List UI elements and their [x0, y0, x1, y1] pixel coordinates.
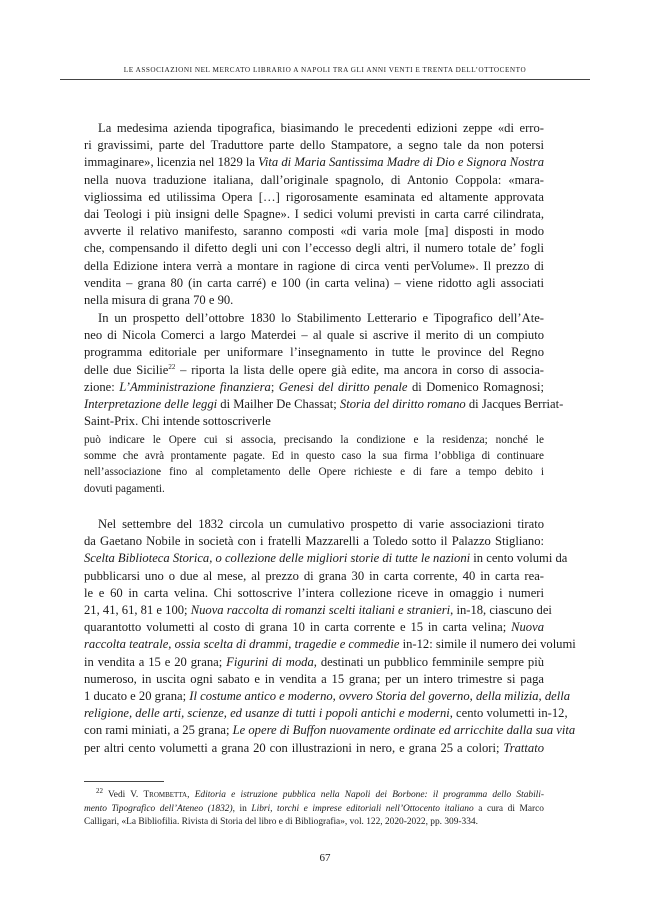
- footnote-ref: 22: [168, 362, 176, 371]
- text-line: [84, 189, 544, 206]
- paragraph-1: [84, 120, 544, 309]
- footnote-rule: [84, 781, 164, 782]
- paragraph-3: [84, 516, 576, 757]
- text-line: [84, 137, 544, 154]
- text-run: di Mailher De Chassat;: [217, 397, 340, 412]
- text-run: ;: [270, 379, 279, 394]
- text-run: in-12: simile il numero dei volumi: [399, 637, 576, 652]
- text-run: – riporta la lista delle opere già edite, ma ancora in corso di associa-: [175, 362, 544, 377]
- text-run: , in: [232, 803, 252, 814]
- text-line: [84, 636, 576, 653]
- running-head: LE ASSOCIAZIONI NEL MERCATO LIBRARIO A NAPOLI TRA GLI ANNI VENTI E TRENTA DELL’OTTOCENTO: [123, 66, 527, 74]
- article-title: Editoria e istruzione pubblica nella Napoli dei Borbone: il programma dello Stabili-: [194, 790, 545, 800]
- text-run: delle due Sicilie: [84, 362, 169, 377]
- book-title: Genesi del diritto penale: [278, 379, 408, 394]
- text-run: 21, 41, 61, 81 e 100;: [84, 603, 191, 618]
- book-title: religione, delle arti, scienze, ed usanze di tutti i popoli antichi e moderni: [84, 706, 450, 721]
- text-line: [84, 275, 544, 292]
- text-run: , destinati un pubblico femminile sempre più: [313, 654, 544, 669]
- footnote: [84, 786, 545, 830]
- text-line: [84, 550, 568, 567]
- block-quote: [84, 432, 544, 497]
- book-title: Le opere di Buffon nuovamente ordinate ed arricchite dalla sua vita: [232, 723, 576, 738]
- text-line: [84, 722, 576, 739]
- text-run: vendita – grana 80 (in carta carré) e 100 (in carta velina) – viene ridotto agli associati: [84, 275, 544, 290]
- text-line: pubblicarsi uno o due al mese, al prezzo di grana 30 in carta corrente, 40 in carta rea-: [84, 568, 544, 583]
- page-number: 67: [319, 852, 331, 864]
- quote-line: dovuti pagamenti.: [84, 482, 165, 495]
- text-line: [84, 379, 544, 396]
- text-line: [84, 654, 544, 671]
- text-run: nella nuova traduzione italiana, dall’originale spagnolo, di Antonio Coppola: «mara-: [84, 172, 544, 187]
- text-line: da Gaetano Nobile in società con i fratelli Mazzarelli a Toledo sotto il Palazzo Stigliano:: [84, 534, 544, 549]
- text-line: neo di Nicola Comerci a largo Materdei – al quale si ascrive il merito di un compiuto: [84, 328, 544, 343]
- text-line: [84, 206, 544, 223]
- text-line: le e 60 in carta velina. Chi sottoscrive l’intera collezione riceve in omaggio i numeri: [84, 585, 544, 600]
- text-line: [84, 240, 544, 257]
- text-line: [84, 619, 544, 636]
- book-title: Nuova raccolta di romanzi scelti italiani e stranieri: [190, 603, 451, 618]
- text-run: in vendita a 15 e 20 grana;: [84, 654, 227, 669]
- book-title: Scelta Biblioteca Storica, o collezione delle migliori storie di tutte le nazioni: [84, 551, 471, 566]
- text-run: , cento volumetti in-12,: [449, 706, 568, 721]
- book-title: Trattato: [503, 740, 544, 755]
- text-line: [84, 396, 564, 413]
- text-line: [84, 172, 544, 189]
- article-title: mento Tipografico dell’Ateneo (1832): [84, 803, 233, 814]
- text-line: [84, 120, 544, 137]
- book-title: Nuova: [511, 620, 544, 635]
- text-line: In un prospetto dell’ottobre 1830 lo Stabilimento Letterario e Tipografico dell’Ate-: [98, 311, 544, 325]
- text-run: immaginare», licenzia nel 1829 la: [84, 155, 259, 170]
- footnote-line: Calligari, «La Bibliofilia. Rivista di Storia del libro e di Bibliografia», vol. 122, 2020-2022, pp. 309-334.: [84, 817, 478, 828]
- text-line: [84, 705, 568, 722]
- text-run: , in-18, ciascuno dei: [450, 603, 552, 618]
- book-title: Vita di Maria Santissima Madre di Dio e Signora Nostra: [258, 155, 545, 170]
- text-run: ,: [187, 790, 195, 800]
- text-line: Saint-Prix. Chi intende sottoscriverle: [84, 414, 271, 429]
- book-title: Figurini di moda: [226, 654, 314, 669]
- text-run: a cura di Marco: [473, 803, 544, 814]
- book-title: Il costume antico e moderno, ovvero Storia del governo, della milizia, della: [189, 689, 571, 704]
- quote-line: somme che avrà prontamente pagate. Ed in questo caso la sua firma l’obbliga di continuare: [84, 450, 544, 463]
- quote-line: può indicare le Opere cui si associa, precisando la condizione e la residenza; nonché le: [84, 434, 544, 446]
- text-run: di Jacques Berriat-: [465, 397, 564, 412]
- text-run: nella misura di grana 70 e 90.: [84, 293, 234, 308]
- text-run: La medesima azienda tipografica, biasimando le precedenti edizioni zeppe «di erro-: [98, 121, 544, 135]
- book-title: Storia del diritto romano: [339, 397, 466, 412]
- text-line: programma editoriale per uniformare l’insegnamento in tutte le province del Regno: [84, 345, 544, 360]
- book-title: L’Amministrazione finanziera: [119, 379, 271, 394]
- author-name: Trombetta: [143, 790, 188, 800]
- text-run: ri gravissimi, parte del Traduttore parte dello Stampatore, a segno tale da non potersi: [84, 138, 544, 153]
- text-run: per altri cento volumetti a grana 20 con illustrazioni in nero, e grana 25 a colori;: [84, 740, 504, 755]
- text-run: avverte il relativo manifesto, saranno composti «di varia mole [ma] disposti in modo: [84, 224, 544, 239]
- text-line: [84, 740, 544, 757]
- text-run: di Domenico Romagnosi;: [407, 379, 544, 394]
- text-line: Nel settembre del 1832 circola un cumulativo prospetto di varie associazioni tirato: [98, 517, 544, 531]
- text-run: Vedi V.: [103, 790, 144, 800]
- text-run: in cento volumi da: [470, 551, 568, 566]
- text-line: [84, 602, 552, 619]
- book-title: raccolta teatrale, ossia scelta di drammi, tragedie e commedie: [84, 637, 400, 652]
- text-run: 1 ducato e 20 grana;: [84, 689, 190, 704]
- text-line: numeroso, in uscita ogni sabato e in vendita a 15 grana; per un intero trimestre si paga: [84, 671, 544, 686]
- text-line: [84, 258, 544, 275]
- text-run: della Edizione intera verrà a montare in ragione di circa venti perVolume». Il prezzo di: [84, 258, 544, 273]
- text-line: [84, 154, 544, 171]
- text-run: con rami miniati, a 25 grana;: [84, 723, 233, 738]
- footnote-number: 22: [96, 786, 103, 795]
- paragraph-2: [84, 310, 564, 430]
- text-line: [84, 223, 544, 240]
- footnote-line: [84, 803, 544, 817]
- book-title: Libri, torchi e imprese editoriali nell’Ottocento italiano: [251, 803, 474, 814]
- text-run: vigliossima ed utilissima Opera […] rigorosamente esaminata ed altamente approvata: [84, 189, 544, 204]
- book-title: Interpretazione delle leggi: [84, 397, 218, 412]
- header-rule: [60, 79, 590, 80]
- quote-line: nell’associazione fino al completamento delle Opere richieste e di fare a tempo debito i: [84, 466, 544, 479]
- text-run: zione:: [84, 379, 120, 394]
- text-line: [84, 688, 571, 705]
- text-run: dai Teologi i più insigni delle Spagne». I sedici volumi previsti in carta carré cilindrata,: [84, 207, 544, 222]
- text-run: che, compensando il difetto degli uni con l’eccesso degli altri, il numero totale de’ fogli: [84, 241, 544, 256]
- footnote-line: [84, 786, 545, 803]
- text-line: [84, 292, 544, 309]
- text-run: quarantotto volumetti al costo di grana 10 in carta corrente e 15 in carta velina;: [84, 620, 512, 635]
- text-line: [84, 362, 544, 379]
